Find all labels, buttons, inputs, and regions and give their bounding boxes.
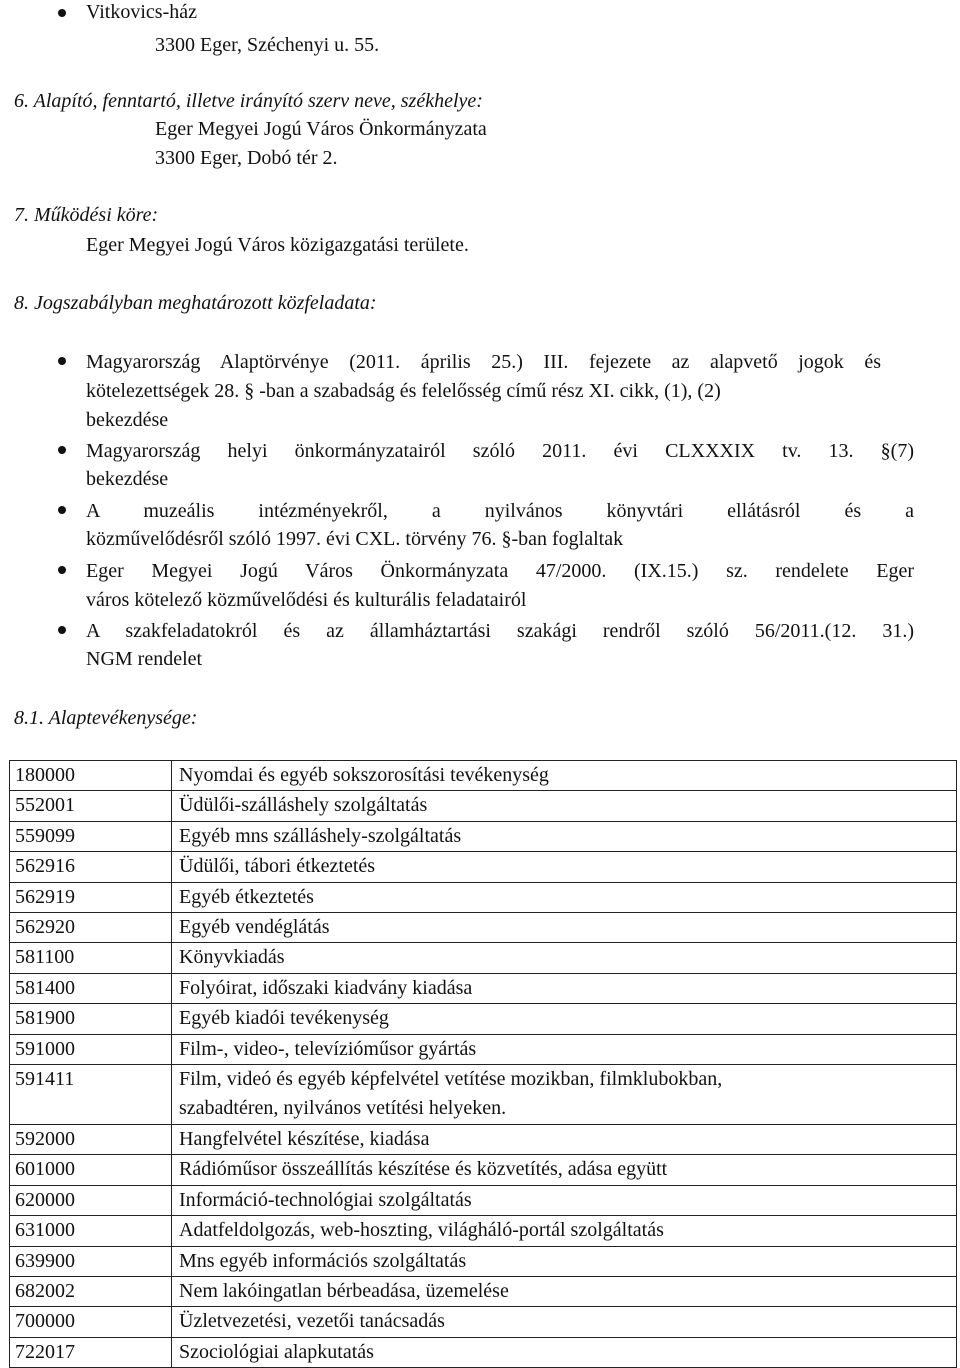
activity-code: 722017 [10,1337,172,1367]
activity-code: 562919 [10,882,172,912]
activity-desc: Nyomdai és egyéb sokszorosítási tevékenység [172,761,957,791]
table-row [10,1004,957,1034]
activity-desc: Nem lakóingatlan bérbeadása, üzemelése [172,1276,957,1306]
table-row [10,1307,957,1337]
activity-code: 581100 [10,943,172,973]
activity-desc: Adatfeldolgozás, web-hoszting, világháló-portál szolgáltatás [172,1216,957,1246]
activity-code: 639900 [10,1246,172,1276]
activity-desc: Film-, video-, televízióműsor gyártás [172,1034,957,1064]
section-6-line-2: 3300 Eger, Dobó tér 2. [155,147,338,169]
section-6-heading: 6. Alapító, fenntartó, illetve irányító szerv neve, székhelye: [14,90,483,112]
law-item-5-line-1: A szakfeladatokról és az államháztartási szakági rendről szóló 56/2011.(12. 31.) [86,620,914,642]
activity-code: 700000 [10,1307,172,1337]
activity-code: 562920 [10,913,172,943]
table-row [10,852,957,882]
activity-desc-line-2: szabadtéren, nyilvános vetítési helyeken. [179,1097,507,1120]
law-item-2-line-1: Magyarország helyi önkormányzatairól szóló 2011. évi CLXXXIX tv. 13. §(7) [86,440,914,462]
section-7-heading: 7. Működési köre: [14,204,159,226]
activity-desc-line-1: Film, videó és egyéb képfelvétel vetítése mozikban, filmklubokban, [179,1068,723,1091]
law-item-1-line-1: Magyarország Alaptörvénye (2011. április 25.) III. fejezete az alapvető jogok és [86,351,881,373]
activity-desc: Üdülői-szálláshely szolgáltatás [172,791,957,821]
activity-code: 601000 [10,1155,172,1185]
table-row [10,943,957,973]
table-row [10,1216,957,1246]
address-vitkovics: 3300 Eger, Széchenyi u. 55. [155,34,380,56]
table-row [10,1155,957,1185]
activity-code: 180000 [10,761,172,791]
table-row [10,1337,957,1367]
activity-desc: Egyéb kiadói tevékenység [172,1004,957,1034]
table-row [10,821,957,851]
activity-desc: Könyvkiadás [172,943,957,973]
law-item-4-line-2: város kötelező közművelődési és kulturális feladatairól [86,589,527,611]
bullet-dot-icon [58,446,66,454]
table-row [10,1185,957,1215]
bullet-dot-icon [58,506,66,514]
activity-desc: Hangfelvétel készítése, kiadása [172,1124,957,1154]
bullet-vitkovics: Vitkovics-ház [86,1,197,23]
activity-code: 591000 [10,1034,172,1064]
law-item-5-line-2: NGM rendelet [86,648,203,670]
law-item-3-line-2: közművelődésről szóló 1997. évi CXL. törvény 76. §-ban foglaltak [86,528,624,550]
bullet-dot-icon [58,566,66,574]
activity-desc [172,1065,957,1125]
activity-code: 592000 [10,1124,172,1154]
bullet-dot-icon [58,9,66,17]
activity-code: 620000 [10,1185,172,1215]
activity-desc: Üzletvezetési, vezetői tanácsadás [172,1307,957,1337]
table-row [10,791,957,821]
activity-desc: Információ-technológiai szolgáltatás [172,1185,957,1215]
law-item-3-line-1: A muzeális intézményekről, a nyilvános könyvtári ellátásról és a [86,500,914,522]
section-8-heading: 8. Jogszabályban meghatározott közfeladata: [14,292,377,314]
law-item-2-line-2: bekezdése [86,468,169,490]
table-row [10,913,957,943]
law-item-4-line-1: Eger Megyei Jogú Város Önkormányzata 47/2000. (IX.15.) sz. rendelete Eger [86,560,914,582]
activity-desc: Egyéb mns szálláshely-szolgáltatás [172,821,957,851]
table-row [10,761,957,791]
law-item-1-line-2: kötelezettségek 28. § -ban a szabadság és felelősség című rész XI. cikk, (1), (2) [86,380,721,402]
activity-desc: Mns egyéb információs szolgáltatás [172,1246,957,1276]
activity-desc: Üdülői, tábori étkeztetés [172,852,957,882]
table-row [10,1276,957,1306]
table-row [10,1246,957,1276]
activities-table [9,760,957,1368]
activity-desc: Szociológiai alapkutatás [172,1337,957,1367]
section-6-line-1: Eger Megyei Jogú Város Önkormányzata [155,118,487,140]
activity-code: 682002 [10,1276,172,1306]
section-8-1-heading: 8.1. Alaptevékenysége: [14,707,198,729]
activity-code: 591411 [10,1065,172,1125]
section-7-line-1: Eger Megyei Jogú Város közigazgatási területe. [86,234,469,256]
table-row [10,1065,957,1125]
bullet-dot-icon [58,357,66,365]
table-row [10,1124,957,1154]
activity-code: 581400 [10,973,172,1003]
activity-code: 581900 [10,1004,172,1034]
table-row [10,973,957,1003]
bullet-dot-icon [58,626,66,634]
table-row [10,882,957,912]
activity-code: 631000 [10,1216,172,1246]
table-row [10,1034,957,1064]
activity-code: 552001 [10,791,172,821]
activity-code: 559099 [10,821,172,851]
activity-code: 562916 [10,852,172,882]
activity-desc: Egyéb vendéglátás [172,913,957,943]
activity-desc: Folyóirat, időszaki kiadvány kiadása [172,973,957,1003]
activity-desc: Egyéb étkeztetés [172,882,957,912]
activity-desc: Rádióműsor összeállítás készítése és közvetítés, adása együtt [172,1155,957,1185]
law-item-1-line-3: bekezdése [86,409,169,431]
